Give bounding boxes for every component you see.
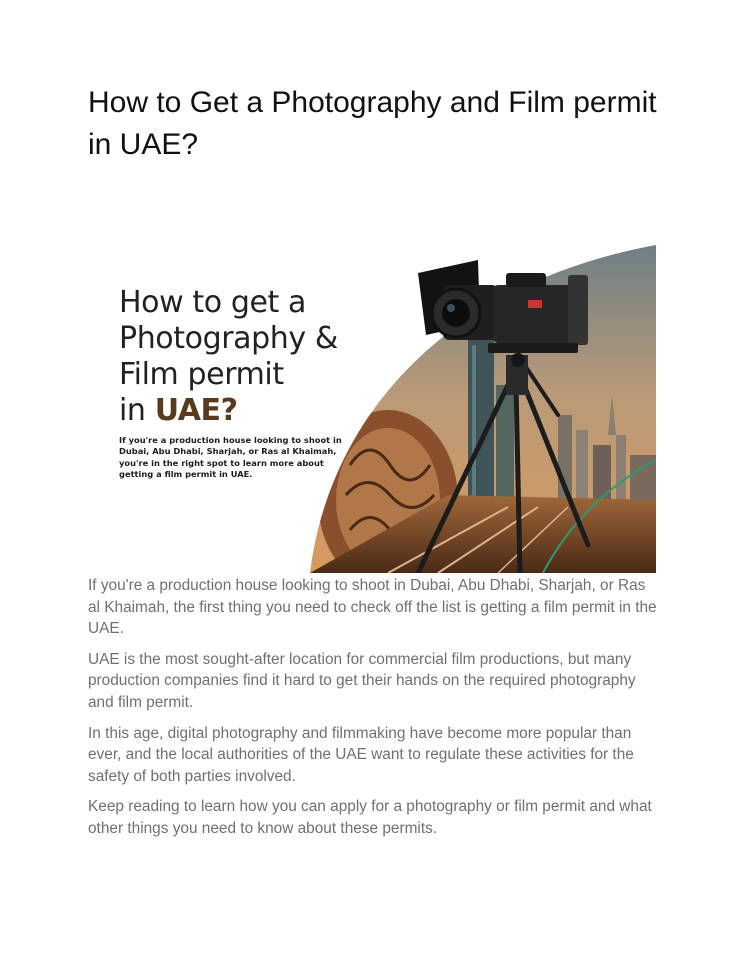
page-title: How to Get a Photography and Film permit in UAE? [88, 86, 657, 161]
paragraph: In this age, digital photography and filmmaking have become more popular than ever, and the local authorities of the UAE want to regulate these activities for the safety of both parties involved. [88, 724, 634, 785]
banner-heading-line: How to get a [119, 285, 307, 320]
banner-heading-line: Film permit [119, 357, 284, 392]
banner-heading-line [119, 393, 338, 429]
banner-heading-prefix: in [119, 393, 155, 428]
banner-heading-line: Photography & [119, 321, 338, 356]
hero-banner-image [88, 245, 656, 573]
paragraph: UAE is the most sought-after location for commercial film productions, but many production companies find it hard to get their hands on the required photography and film permit. [88, 650, 636, 711]
paragraph: Keep reading to learn how you can apply for a photography or film permit and what other things you need to know about these permits. [88, 798, 652, 837]
paragraph: If you're a production house looking to shoot in Dubai, Abu Dhabi, Sharjah, or Ras al Khaimah, the first thing you need to check off the list is getting a film permit in the UAE. [88, 577, 657, 638]
article-body [88, 575, 658, 849]
banner-heading [119, 285, 338, 429]
banner-subtext: If you're a production house looking to shoot in Dubai, Abu Dhabi, Sharjah, or Ras al Khaimah, you're in the right spot to learn more about getting a film permit in UAE. [119, 435, 342, 479]
banner-heading-accent: UAE? [154, 393, 238, 428]
